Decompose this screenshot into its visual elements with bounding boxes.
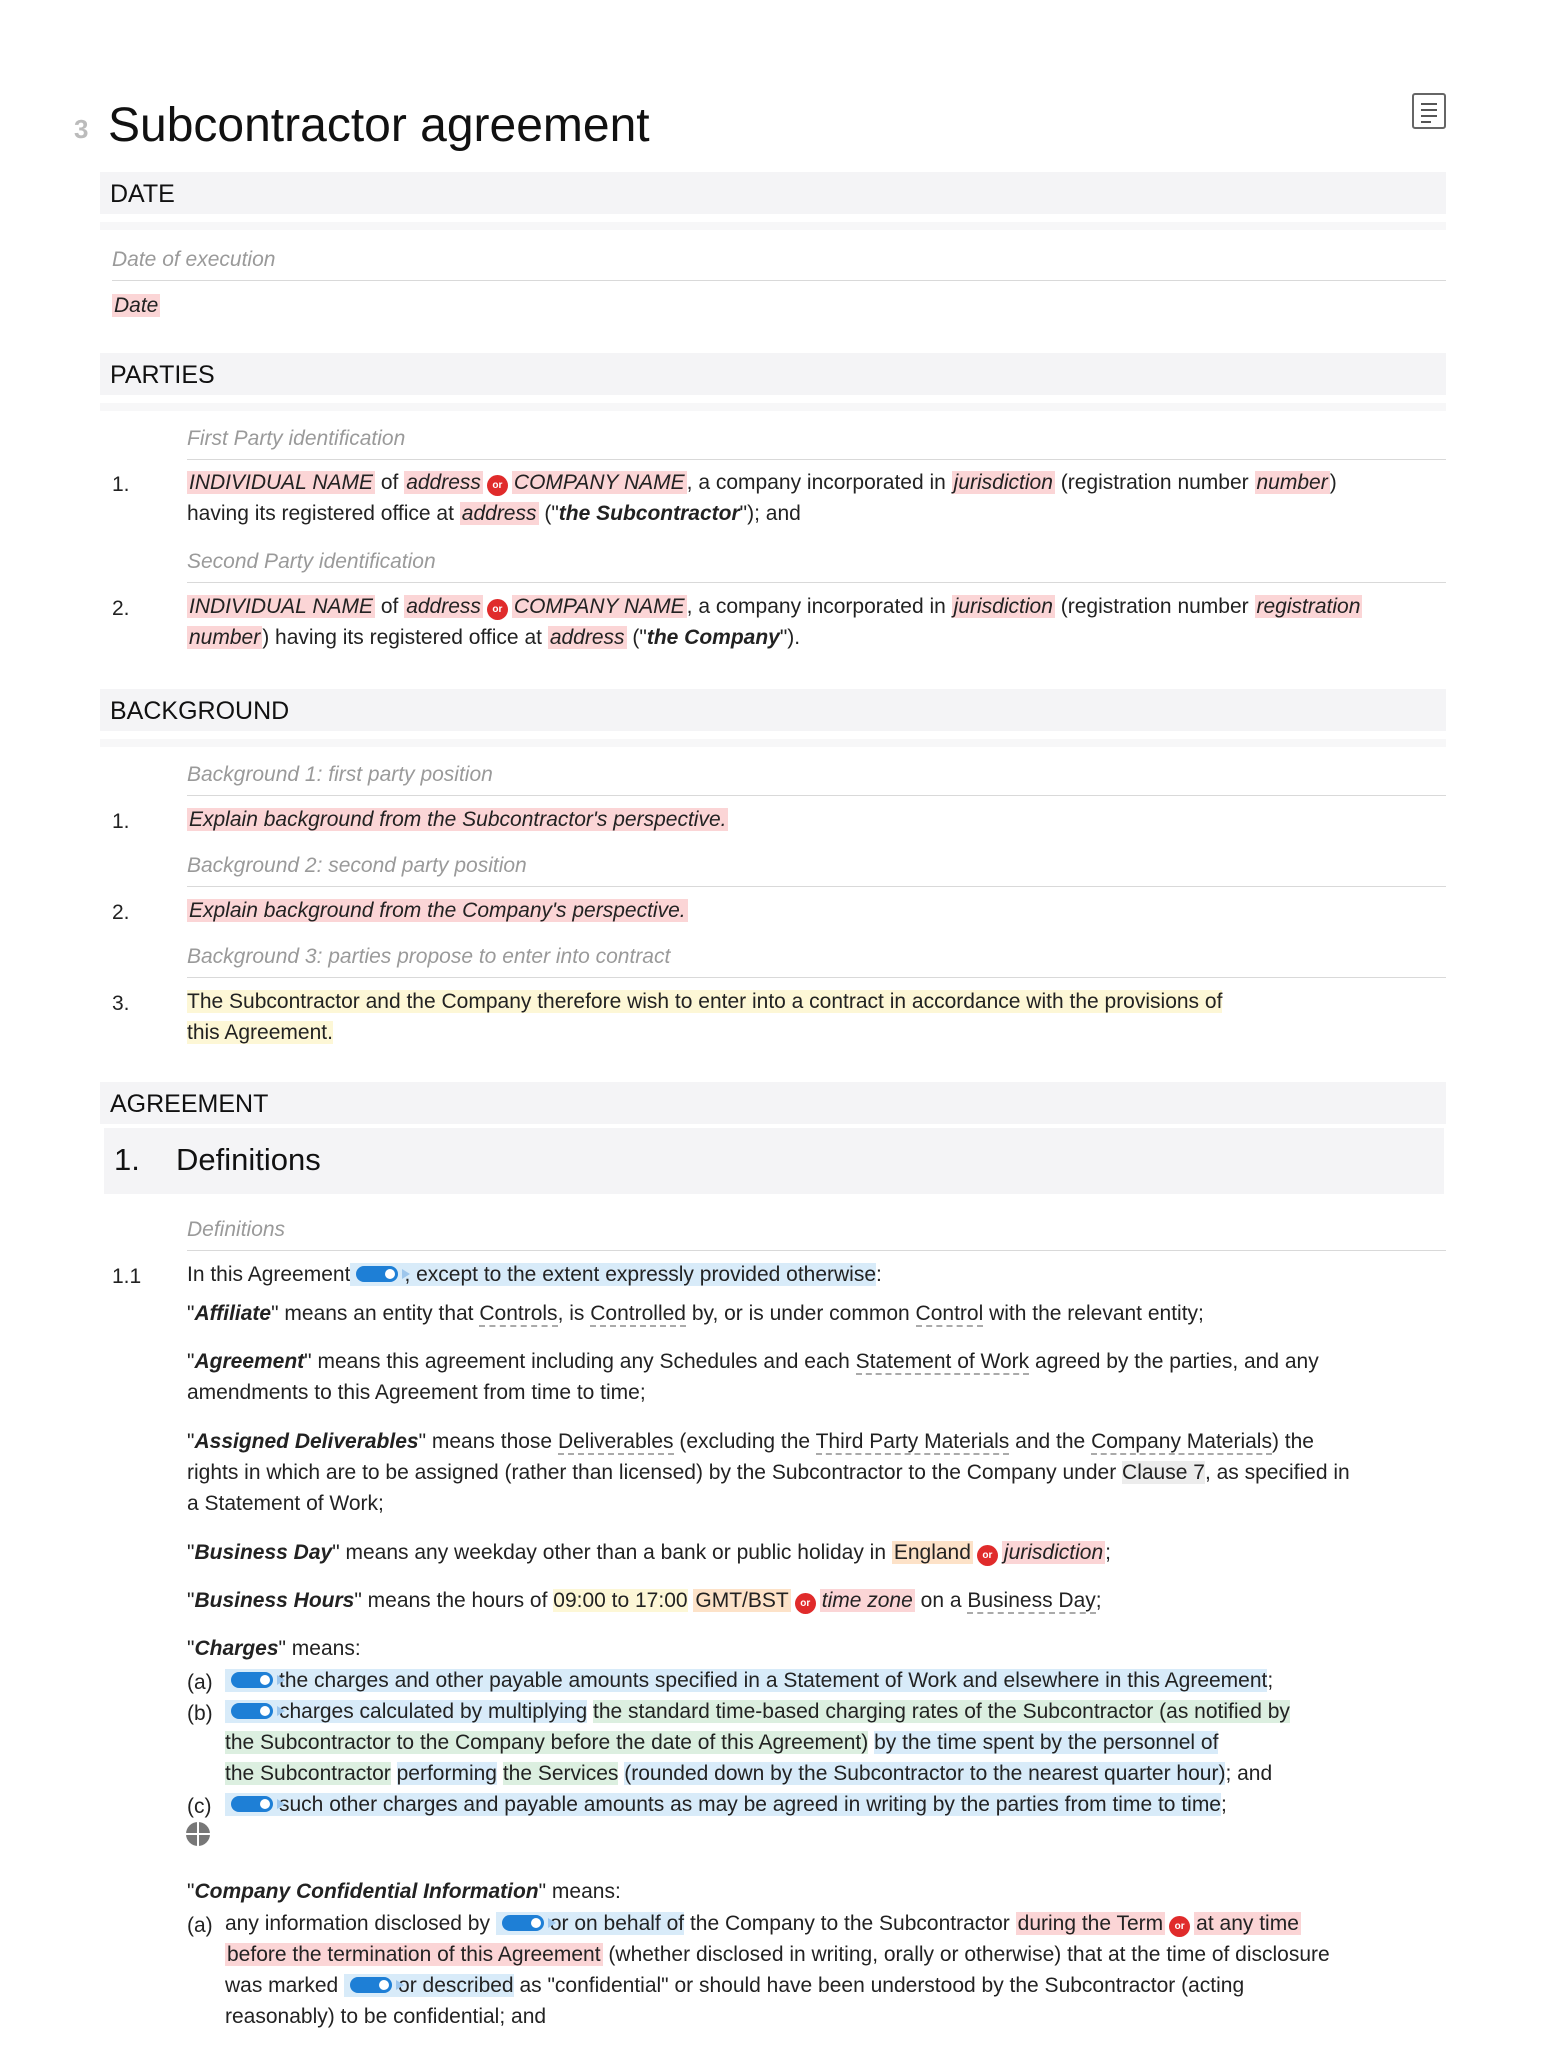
text: of (380, 595, 399, 618)
registration-number-placeholder[interactable]: number (189, 626, 261, 649)
text: " means: (538, 1880, 621, 1903)
option-value[interactable]: during the Term (1017, 1912, 1164, 1935)
text: " means this agreement including any Schedules and each (304, 1350, 850, 1373)
term-link[interactable]: Control (915, 1302, 984, 1325)
optional-text[interactable]: this Agreement. (187, 1021, 333, 1044)
text: the Company to the Subcontractor (689, 1912, 1010, 1935)
text: rights in which are to be assigned (rather than licensed) by the Subcontractor to the Company under (187, 1461, 1117, 1484)
second-party-label: Second Party identification (187, 550, 436, 573)
text: ; (1105, 1541, 1111, 1564)
text: : (876, 1263, 882, 1286)
text: (" (544, 502, 559, 525)
section-divider (100, 222, 1446, 230)
list-marker: (b) (187, 1702, 213, 1725)
toggle-switch[interactable] (231, 1672, 273, 1688)
text: " means the hours of (354, 1589, 548, 1612)
section-parties-title: PARTIES (110, 361, 215, 389)
date-placeholder[interactable]: Date (114, 294, 159, 317)
text: , is (557, 1302, 585, 1325)
background-3-number: 3. (112, 992, 130, 1015)
text: as "confidential" or should have been understood by the Subcontractor (acting (519, 1974, 1245, 1997)
text: "). (779, 626, 801, 649)
add-item-icon[interactable] (186, 1822, 210, 1846)
option-value[interactable]: at any time (1196, 1912, 1299, 1935)
term-link[interactable]: Deliverables (557, 1430, 674, 1453)
defined-term: Charges (194, 1637, 279, 1660)
section-divider (100, 403, 1446, 411)
text: , a company incorporated in (686, 595, 946, 618)
divider (187, 795, 1446, 796)
optional-text[interactable]: charges calculated by multiplying (279, 1700, 588, 1723)
clause-reference-link[interactable]: Clause 7 (1122, 1461, 1205, 1484)
cci-item-a (225, 1908, 1445, 2032)
definition-charges: "Charges" means: (187, 1637, 361, 1660)
document-outline-icon[interactable] (1412, 93, 1446, 129)
optional-text[interactable]: or on behalf of (549, 1912, 685, 1935)
address-placeholder[interactable]: address (406, 471, 481, 494)
term-link[interactable]: Controls (479, 1302, 558, 1325)
term-link[interactable]: Business Day (967, 1589, 1096, 1612)
section-background (100, 689, 1446, 731)
option-value[interactable]: GMT/BST (695, 1589, 789, 1612)
toggle-switch[interactable] (502, 1915, 544, 1931)
optional-text[interactable]: , except to the extent expressly provided otherwise (404, 1263, 877, 1286)
optional-text[interactable]: performing (396, 1762, 497, 1785)
background-3-text (187, 986, 1457, 1048)
divider (187, 459, 1446, 460)
text: " means an entity that (271, 1302, 474, 1325)
subclause-number: 1.1 (112, 1265, 142, 1288)
term-link[interactable]: Third Party Materials (815, 1430, 1010, 1453)
defined-term: Affiliate (194, 1302, 272, 1325)
text: , as specified in (1204, 1461, 1350, 1484)
definitions-intro (187, 1259, 1477, 1290)
definitions-label: Definitions (187, 1218, 286, 1241)
clause-number: 1. (114, 1142, 140, 1177)
text: was marked (225, 1974, 339, 1997)
number-placeholder[interactable]: number (1256, 471, 1328, 494)
optional-text[interactable]: 09:00 to 17:00 (553, 1589, 688, 1612)
text: ; (1267, 1669, 1274, 1692)
background-2-text (187, 895, 1457, 926)
list-marker: (c) (187, 1795, 212, 1818)
address-placeholder[interactable]: address (406, 595, 481, 618)
text: In this Agreement (187, 1263, 351, 1286)
company-name-placeholder[interactable]: COMPANY NAME (513, 595, 685, 618)
address-placeholder[interactable]: address (461, 502, 537, 525)
jurisdiction-placeholder[interactable]: jurisdiction (953, 471, 1053, 494)
text: "); and (739, 502, 801, 525)
definition-affiliate: "Affiliate" means an entity that Controls, is Controlled by, or is under common Control with the relevant entity; (187, 1302, 1204, 1325)
party-2-text (187, 591, 1457, 653)
section-divider (100, 739, 1446, 747)
optional-text[interactable]: the Services (502, 1762, 619, 1785)
page-title: Subcontractor agreement (108, 99, 650, 152)
divider (187, 886, 1446, 887)
date-label: Date of execution (112, 248, 276, 271)
individual-name-placeholder[interactable]: INDIVIDUAL NAME (189, 471, 373, 494)
optional-text[interactable]: the standard time-based charging rates of the Subcontractor (as notified by (593, 1700, 1290, 1723)
section-date-title: DATE (110, 180, 175, 208)
clause-title: Definitions (176, 1142, 321, 1177)
defined-term-subcontractor: the Subcontractor (558, 502, 740, 525)
first-party-label: First Party identification (187, 427, 406, 450)
background-1-placeholder[interactable]: Explain background from the Subcontractor's perspective. (189, 808, 727, 831)
text: with the relevant entity; (989, 1302, 1204, 1325)
text: , a company incorporated in (686, 471, 946, 494)
time-zone-placeholder[interactable]: time zone (821, 1589, 913, 1612)
optional-text[interactable]: The Subcontractor and the Company therefore wish to enter into a contract in accordance with the provisions of (187, 990, 1223, 1013)
toggle-switch[interactable] (231, 1796, 273, 1812)
defined-term: Business Day (194, 1541, 333, 1564)
clause-1-heading (104, 1128, 1444, 1194)
text: amendments to this Agreement from time to time; (187, 1381, 646, 1404)
party-1-number: 1. (112, 473, 130, 496)
text: having its registered office at (187, 502, 454, 525)
text: any information disclosed by (225, 1912, 490, 1935)
definition-agreement: "Agreement" means this agreement including any Schedules and each Statement of Work agreed by the parties, and any amendments to this Agreement from time to time; (187, 1350, 1319, 1404)
toggle-switch[interactable] (350, 1977, 392, 1993)
section-date (100, 172, 1446, 214)
optional-text[interactable]: the Subcontractor (225, 1762, 391, 1785)
divider (112, 280, 1446, 281)
optional-text[interactable]: by the time spent by the personnel of (874, 1731, 1219, 1754)
registration-number-placeholder[interactable]: registration (1256, 595, 1361, 618)
text: (" (632, 626, 647, 649)
background-1-label: Background 1: first party position (187, 763, 493, 786)
section-agreement (100, 1082, 1446, 1124)
background-2-placeholder[interactable]: Explain background from the Company's perspective. (189, 899, 686, 922)
definition-business-hours: "Business Hours" means the hours of 09:00 to 17:00 GMT/BST or time zone on a Business Day; (187, 1589, 1102, 1612)
text: by, or is under common (691, 1302, 910, 1325)
party-2-number: 2. (112, 597, 130, 620)
text: (registration number (1060, 471, 1249, 494)
text: (registration number (1060, 595, 1249, 618)
definition-business-day: "Business Day" means any weekday other than a bank or public holiday in England or jurisdiction; (187, 1541, 1111, 1564)
option-value[interactable]: England (893, 1541, 971, 1564)
background-2-label: Background 2: second party position (187, 854, 527, 877)
background-2-number: 2. (112, 901, 130, 924)
option-value[interactable]: before the termination of this Agreement (227, 1943, 601, 1966)
background-1-number: 1. (112, 810, 130, 833)
text: on a (920, 1589, 962, 1612)
charges-item-a (225, 1665, 1445, 1696)
text: ; and (1225, 1762, 1273, 1785)
list-marker: (a) (187, 1671, 213, 1694)
optional-text[interactable]: the charges and other payable amounts specified in a Statement of Work and elsewhere in this Agreement (279, 1669, 1268, 1692)
or-toggle-icon[interactable]: or (487, 475, 508, 496)
or-toggle-icon[interactable]: or (1169, 1916, 1190, 1937)
or-toggle-icon[interactable]: or (977, 1545, 998, 1566)
text: ; (1095, 1589, 1102, 1612)
defined-term: Agreement (194, 1350, 305, 1373)
divider (187, 1250, 1446, 1251)
text: ; (1221, 1793, 1227, 1816)
section-parties (100, 353, 1446, 395)
text: (excluding the (679, 1430, 811, 1453)
section-agreement-title: AGREEMENT (110, 1090, 269, 1118)
text: ) (1329, 471, 1337, 494)
text: (whether disclosed in writing, orally or otherwise) that at the time of disclosure (608, 1943, 1330, 1966)
text: " means: (278, 1637, 361, 1660)
text: ) having its registered office at (262, 626, 542, 649)
background-3-label: Background 3: parties propose to enter into contract (187, 945, 671, 968)
list-marker: (a) (187, 1914, 213, 1937)
text: and the (1015, 1430, 1086, 1453)
toggle-switch[interactable] (356, 1266, 398, 1282)
optional-text[interactable]: (rounded down by the Subcontractor to the nearest quarter hour) (624, 1762, 1226, 1785)
text: of (380, 471, 399, 494)
defined-term-company: the Company (646, 626, 780, 649)
definition-assigned-deliverables: "Assigned Deliverables" means those Deliverables (excluding the Third Party Materials and the Company Materials) the rights in which are to be assigned (rather than licensed) by the Subcontractor to the Company under Clause 7, as specified in a Statement of Work; (187, 1430, 1350, 1515)
divider (187, 582, 1446, 583)
charges-item-c (225, 1789, 1445, 1820)
text: a Statement of Work; (187, 1492, 384, 1515)
term-link[interactable]: Controlled (590, 1302, 686, 1325)
toggle-switch[interactable] (231, 1703, 273, 1719)
background-1-text (187, 804, 1457, 835)
or-toggle-icon[interactable]: or (487, 599, 508, 620)
text: " means those (418, 1430, 553, 1453)
individual-name-placeholder[interactable]: INDIVIDUAL NAME (189, 595, 373, 618)
text: " means any weekday other than a bank or public holiday in (332, 1541, 886, 1564)
defined-term: Business Hours (194, 1589, 355, 1612)
optional-text[interactable]: the Subcontractor to the Company before the date of this Agreement) (225, 1731, 869, 1754)
optional-text[interactable]: or described (398, 1974, 514, 1997)
text: ) the (1271, 1430, 1314, 1453)
party-1-text (187, 467, 1457, 529)
charges-item-b (225, 1696, 1445, 1789)
divider (187, 977, 1446, 978)
title-row (74, 92, 1474, 162)
address-placeholder[interactable]: address (549, 626, 625, 649)
definition-company-confidential-information: "Company Confidential Information" means: (187, 1880, 621, 1903)
date-field[interactable] (112, 290, 1382, 321)
section-background-title: BACKGROUND (110, 697, 290, 725)
optional-text[interactable]: such other charges and payable amounts as may be agreed in writing by the parties from time to time (279, 1793, 1221, 1816)
jurisdiction-placeholder[interactable]: jurisdiction (1003, 1541, 1104, 1564)
text: agreed by the parties, and any (1035, 1350, 1319, 1373)
company-name-placeholder[interactable]: COMPANY NAME (513, 471, 685, 494)
term-link[interactable]: Company Materials (1091, 1430, 1272, 1453)
defined-term: Company Confidential Information (194, 1880, 539, 1903)
title-marker-icon: 3 (74, 114, 89, 144)
text: reasonably) to be confidential; and (225, 2005, 547, 2028)
or-toggle-icon[interactable]: or (795, 1593, 816, 1614)
defined-term: Assigned Deliverables (194, 1430, 419, 1453)
jurisdiction-placeholder[interactable]: jurisdiction (953, 595, 1053, 618)
term-link[interactable]: Statement of Work (855, 1350, 1030, 1373)
